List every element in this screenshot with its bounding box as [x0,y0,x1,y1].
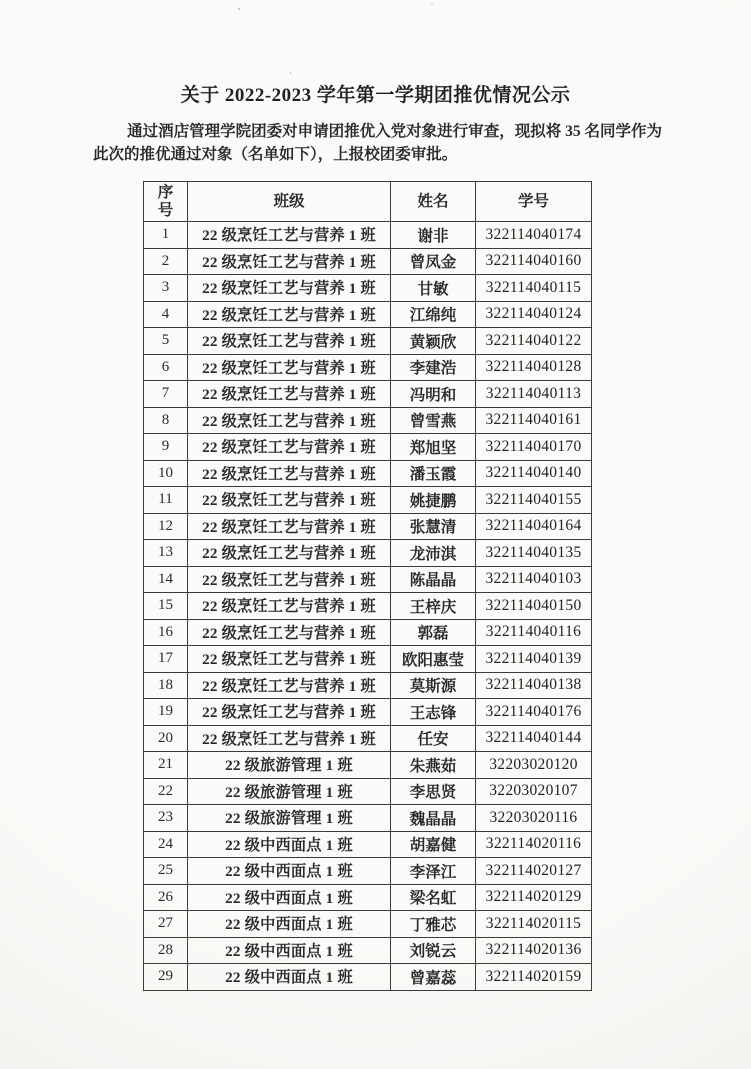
header-cell-no-label: 序号 [157,183,174,219]
cell-class: 22 级烹饪工艺与营养 1 班 [188,699,391,726]
cell-name: 刘锐云 [391,937,476,964]
cell-index: 6 [144,354,188,381]
page-title: 关于 2022-2023 学年第一学期团推优情况公示 [180,85,571,106]
cell-class: 22 级烹饪工艺与营养 1 班 [188,593,391,620]
cell-name: 郑旭坚 [391,434,476,461]
table-row [144,407,592,434]
cell-student-id: 322114040155 [476,487,592,514]
cell-index: 18 [144,672,188,699]
cell-student-id: 322114040176 [476,699,592,726]
cell-name: 张慧清 [391,513,476,540]
cell-index: 16 [144,619,188,646]
cell-index: 17 [144,646,188,673]
cell-name: 姚捷鹏 [391,487,476,514]
cell-index: 28 [144,937,188,964]
cell-class: 22 级烹饪工艺与营养 1 班 [188,460,391,487]
cell-name: 黄颖欣 [391,328,476,355]
cell-student-id: 322114040150 [476,593,592,620]
cell-name: 胡嘉健 [391,831,476,858]
cell-student-id: 322114020127 [476,858,592,885]
cell-student-id: 322114040164 [476,513,592,540]
cell-name: 曾嘉蕊 [391,964,476,991]
cell-student-id: 32203020116 [476,805,592,832]
cell-student-id: 322114040103 [476,566,592,593]
cell-name: 谢非 [391,222,476,249]
cell-index: 13 [144,540,188,567]
table-row [144,513,592,540]
cell-index: 5 [144,328,188,355]
cell-class: 22 级烹饪工艺与营养 1 班 [188,566,391,593]
cell-student-id: 322114040170 [476,434,592,461]
table-row [144,805,592,832]
cell-class: 22 级烹饪工艺与营养 1 班 [188,725,391,752]
cell-student-id: 322114020159 [476,964,592,991]
scan-speck [431,4,433,5]
cell-class: 22 级烹饪工艺与营养 1 班 [188,646,391,673]
cell-name: 莫斯源 [391,672,476,699]
cell-class: 22 级烹饪工艺与营养 1 班 [188,619,391,646]
cell-name: 李泽江 [391,858,476,885]
cell-class: 22 级烹饪工艺与营养 1 班 [188,301,391,328]
cell-index: 10 [144,460,188,487]
cell-index: 8 [144,407,188,434]
cell-student-id: 322114040139 [476,646,592,673]
header-cell-student-id: 学号 [476,182,592,222]
cell-name: 李思贤 [391,778,476,805]
cell-student-id: 322114040144 [476,725,592,752]
cell-student-id: 322114020115 [476,911,592,938]
table-row [144,566,592,593]
cell-student-id: 32203020107 [476,778,592,805]
cell-class: 22 级旅游管理 1 班 [188,778,391,805]
table-row [144,354,592,381]
cell-class: 22 级烹饪工艺与营养 1 班 [188,434,391,461]
cell-class: 22 级中西面点 1 班 [188,911,391,938]
cell-index: 3 [144,275,188,302]
cell-index: 12 [144,513,188,540]
cell-class: 22 级烹饪工艺与营养 1 班 [188,381,391,408]
table-row [144,301,592,328]
intro-paragraph: 通过酒店管理学院团委对申请团推优入党对象进行审查，现拟将 35 名同学作为此次的推优通过对象（名单如下），上报校团委审批。 [93,123,662,163]
cell-index: 1 [144,222,188,249]
table-row [144,540,592,567]
cell-class: 22 级烹饪工艺与营养 1 班 [188,513,391,540]
table-row [144,937,592,964]
cell-student-id: 32203020120 [476,752,592,779]
cell-class: 22 级中西面点 1 班 [188,858,391,885]
roster-table [143,181,592,991]
table-row [144,646,592,673]
cell-name: 甘敏 [391,275,476,302]
table-row [144,222,592,249]
cell-index: 4 [144,301,188,328]
cell-name: 曾凤金 [391,248,476,275]
cell-index: 9 [144,434,188,461]
cell-index: 11 [144,487,188,514]
header-cell-name: 姓名 [391,182,476,222]
table-row [144,858,592,885]
cell-name: 欧阳惠莹 [391,646,476,673]
cell-index: 15 [144,593,188,620]
cell-index: 20 [144,725,188,752]
table-row [144,593,592,620]
cell-index: 7 [144,381,188,408]
cell-name: 梁名虹 [391,884,476,911]
cell-name: 龙沛淇 [391,540,476,567]
cell-student-id: 322114040174 [476,222,592,249]
cell-class: 22 级旅游管理 1 班 [188,805,391,832]
cell-name: 陈晶晶 [391,566,476,593]
table-row [144,434,592,461]
cell-student-id: 322114040124 [476,301,592,328]
cell-student-id: 322114040128 [476,354,592,381]
cell-class: 22 级烹饪工艺与营养 1 班 [188,540,391,567]
cell-class: 22 级烹饪工艺与营养 1 班 [188,248,391,275]
table-row [144,778,592,805]
cell-student-id: 322114040161 [476,407,592,434]
cell-class: 22 级烹饪工艺与营养 1 班 [188,328,391,355]
cell-name: 任安 [391,725,476,752]
roster-table-body [144,222,592,991]
cell-class: 22 级烹饪工艺与营养 1 班 [188,222,391,249]
table-row [144,699,592,726]
cell-student-id: 322114040140 [476,460,592,487]
header-cell-class: 班级 [188,182,391,222]
cell-student-id: 322114040115 [476,275,592,302]
cell-name: 王志锋 [391,699,476,726]
table-row [144,672,592,699]
table-row [144,884,592,911]
cell-index: 14 [144,566,188,593]
cell-class: 22 级中西面点 1 班 [188,831,391,858]
cell-index: 2 [144,248,188,275]
cell-class: 22 级烹饪工艺与营养 1 班 [188,275,391,302]
cell-student-id: 322114040113 [476,381,592,408]
cell-index: 25 [144,858,188,885]
cell-class: 22 级烹饪工艺与营养 1 班 [188,354,391,381]
table-row [144,752,592,779]
cell-name: 江绵纯 [391,301,476,328]
cell-name: 朱燕茹 [391,752,476,779]
cell-class: 22 级中西面点 1 班 [188,964,391,991]
table-row [144,328,592,355]
table-row [144,619,592,646]
cell-class: 22 级烹饪工艺与营养 1 班 [188,487,391,514]
cell-student-id: 322114020116 [476,831,592,858]
table-row [144,487,592,514]
table-row [144,248,592,275]
cell-name: 潘玉霞 [391,460,476,487]
table-row [144,460,592,487]
cell-class: 22 级中西面点 1 班 [188,937,391,964]
table-row [144,725,592,752]
cell-student-id: 322114040138 [476,672,592,699]
cell-student-id: 322114040122 [476,328,592,355]
cell-student-id: 322114040160 [476,248,592,275]
cell-student-id: 322114020136 [476,937,592,964]
table-row [144,275,592,302]
cell-student-id: 322114020129 [476,884,592,911]
cell-name: 魏晶晶 [391,805,476,832]
cell-index: 29 [144,964,188,991]
cell-index: 27 [144,911,188,938]
cell-name: 王梓庆 [391,593,476,620]
table-row [144,964,592,991]
cell-name: 曾雪燕 [391,407,476,434]
header-cell-no [144,182,188,222]
scan-speck [238,8,240,10]
cell-student-id: 322114040116 [476,619,592,646]
cell-name: 冯明和 [391,381,476,408]
cell-index: 22 [144,778,188,805]
table-row [144,911,592,938]
cell-index: 23 [144,805,188,832]
cell-index: 24 [144,831,188,858]
cell-index: 21 [144,752,188,779]
cell-class: 22 级中西面点 1 班 [188,884,391,911]
cell-class: 22 级烹饪工艺与营养 1 班 [188,407,391,434]
cell-index: 19 [144,699,188,726]
cell-index: 26 [144,884,188,911]
cell-class: 22 级旅游管理 1 班 [188,752,391,779]
scan-speck [290,72,291,74]
cell-class: 22 级烹饪工艺与营养 1 班 [188,672,391,699]
cell-name: 李建浩 [391,354,476,381]
table-header-row [144,182,592,222]
table-row [144,381,592,408]
cell-name: 丁雅芯 [391,911,476,938]
cell-name: 郭磊 [391,619,476,646]
table-row [144,831,592,858]
cell-student-id: 322114040135 [476,540,592,567]
